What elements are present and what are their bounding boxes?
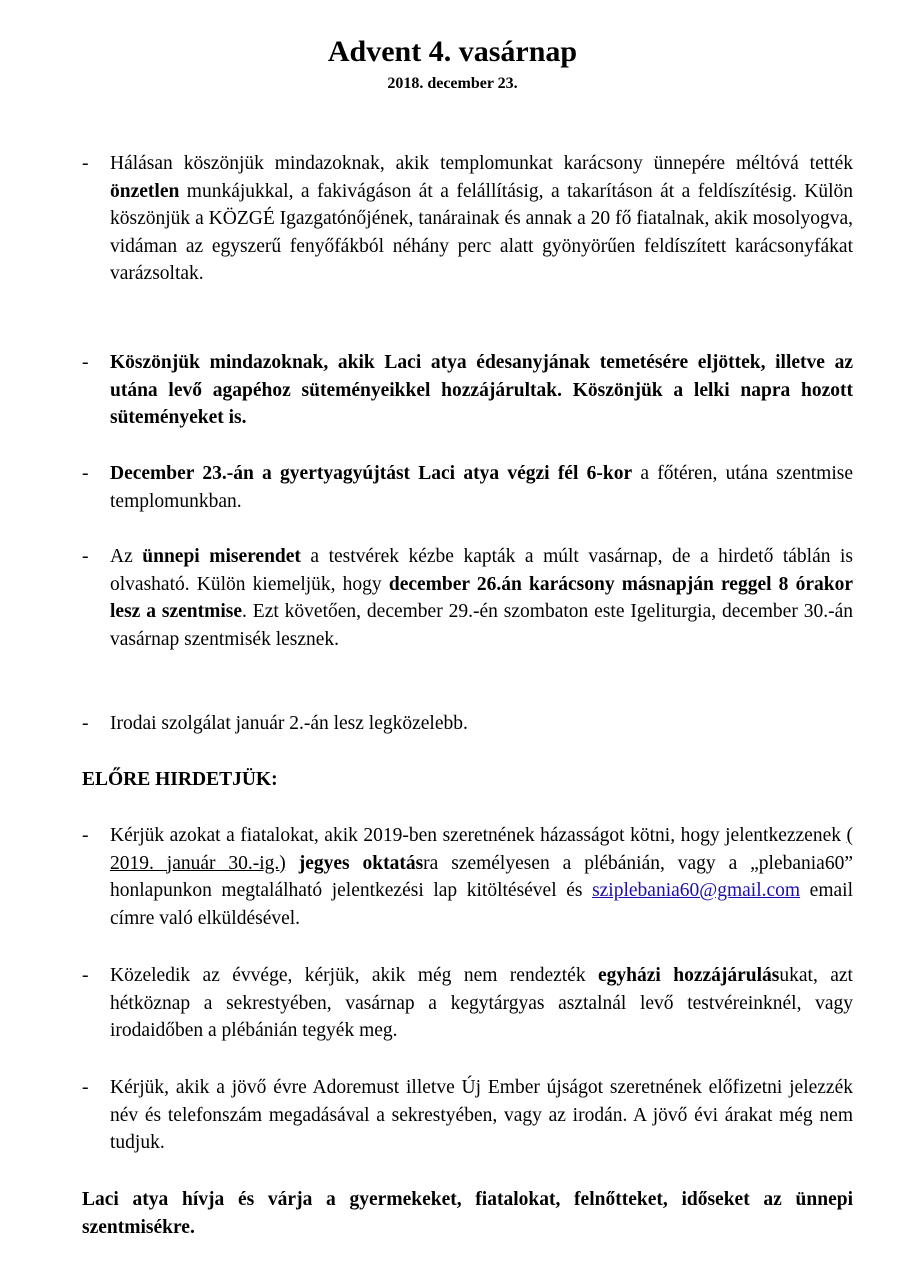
text-run: Közeledik az évvége, kérjük, akik még nem rendezték (110, 965, 598, 986)
bold-run: December 23.-án a gyertyagyújtást Laci atya végzi fél 6-kor (110, 463, 633, 484)
text-run: Kérjük, akik a jövő évre Adoremust illetve Új Ember újságot szeretnének előfizetni jelezzék név és telefonszám megadásával a sekrestyében, vagy az irodán. A jövő évi árakat még nem tudjuk. (110, 1077, 853, 1154)
announcement-text (110, 822, 853, 932)
bullet-dash: - (82, 352, 89, 373)
notice-item-candle-lighting (82, 460, 853, 515)
bullet-dash: - (82, 713, 89, 734)
text-run (286, 853, 299, 874)
closing-invitation: Laci atya hívja és várja a gyermekeket, fiatalokat, felnőtteket, időseket az ünnepi szentmisékre. (82, 1189, 853, 1238)
text-run: munkájukkal, a fakivágáson át a felállításig, a takarításon át a feldíszítésig. Külön köszönjük a KÖZGÉ Igazgatónőjének, tanárainak és annak a 20 fő fiatalnak, akik mosolyogva, vidáman az egyszerű fenyőfákból néhány perc alatt gyönyörűen feldíszített karácsonyfákat varázsoltak. (110, 180, 853, 285)
notice-text (110, 460, 853, 515)
announcement-text (110, 962, 853, 1045)
page-title: Advent 4. vasárnap (327, 35, 578, 68)
notice-item-thanks-funeral (82, 349, 853, 432)
notice-item-office-hours (82, 710, 853, 738)
text-run: a főtéren, utána szentmise templomunkban. (110, 463, 854, 512)
announcement-item-church-contribution (82, 962, 853, 1045)
text-run: . Ezt követően, december 29.-én szombaton este Igeliturgia, december 30.-án vasárnap szentmisék lesznek. (110, 601, 853, 650)
bullet-dash: - (82, 965, 89, 986)
notice-item-mass-schedule (82, 543, 853, 653)
bullet-dash: - (82, 463, 89, 484)
notice-text (110, 349, 853, 432)
bold-run: Köszönjük mindazoknak, akik Laci atya édesanyjának temetésére eljöttek, illetve az utána levő agapéhoz süteményeikkel hozzájárultak. Köszönjük a lelki napra hozott süteményeket is. (110, 352, 853, 429)
notice-item-thanks-decoration (82, 150, 853, 288)
bullet-dash: - (82, 825, 89, 846)
deadline-underlined: ( 2019. január 30.-ig.) (110, 825, 853, 874)
bullet-dash: - (82, 1077, 89, 1098)
bold-run: ünnepi miserendet (142, 546, 301, 567)
notice-text (110, 150, 853, 288)
text-run: Kérjük azokat a fiatalokat, akik 2019-ben szeretnének házasságot kötni, hogy jelentkezzenek (110, 825, 847, 846)
bold-run: jegyes oktatás (298, 852, 424, 874)
bold-run: önzetlen (110, 180, 180, 202)
announcement-item-newspaper-subscription (82, 1074, 853, 1157)
page-date: 2018. december 23. (387, 75, 518, 92)
announcement-text (110, 1074, 853, 1157)
section-heading: ELŐRE HIRDETJÜK: (82, 769, 278, 790)
announcement-item-marriage-course (82, 822, 853, 932)
text-run: Irodai szolgálat január 2.-án lesz legközelebb. (110, 713, 468, 734)
text-run: ukat, azt hétköznap a sekrestyében, vasárnap a kegytárgyas asztalnál levő testvéreinknél, vagy irodaidőben a plébánián tegyék meg. (110, 965, 853, 1042)
text-run: Az (110, 546, 143, 567)
bold-run: december 26.án karácsony másnapján reggel 8 órakor lesz a szentmise (110, 573, 853, 623)
notice-text (110, 710, 853, 738)
text-run: email címre való elküldésével. (110, 880, 853, 929)
bold-run: egyházi hozzájárulás (598, 965, 780, 986)
text-run: Hálásan köszönjük mindazoknak, akik templomunkat karácsony ünnepére méltóvá tették (110, 153, 853, 174)
bullet-dash: - (82, 546, 89, 567)
notice-text (110, 543, 853, 653)
text-run: ra személyesen a plébánián, vagy a „plebania60” honlapunkon megtalálható jelentkezési lap kitöltésével és (110, 852, 853, 902)
bullet-dash: - (82, 153, 89, 174)
text-run: a testvérek kézbe kapták a múlt vasárnap, de a hirdető táblán is olvasható. Külön kiemeljük, hogy (110, 546, 853, 595)
email-link[interactable]: sziplebania60@gmail.com (592, 880, 801, 902)
